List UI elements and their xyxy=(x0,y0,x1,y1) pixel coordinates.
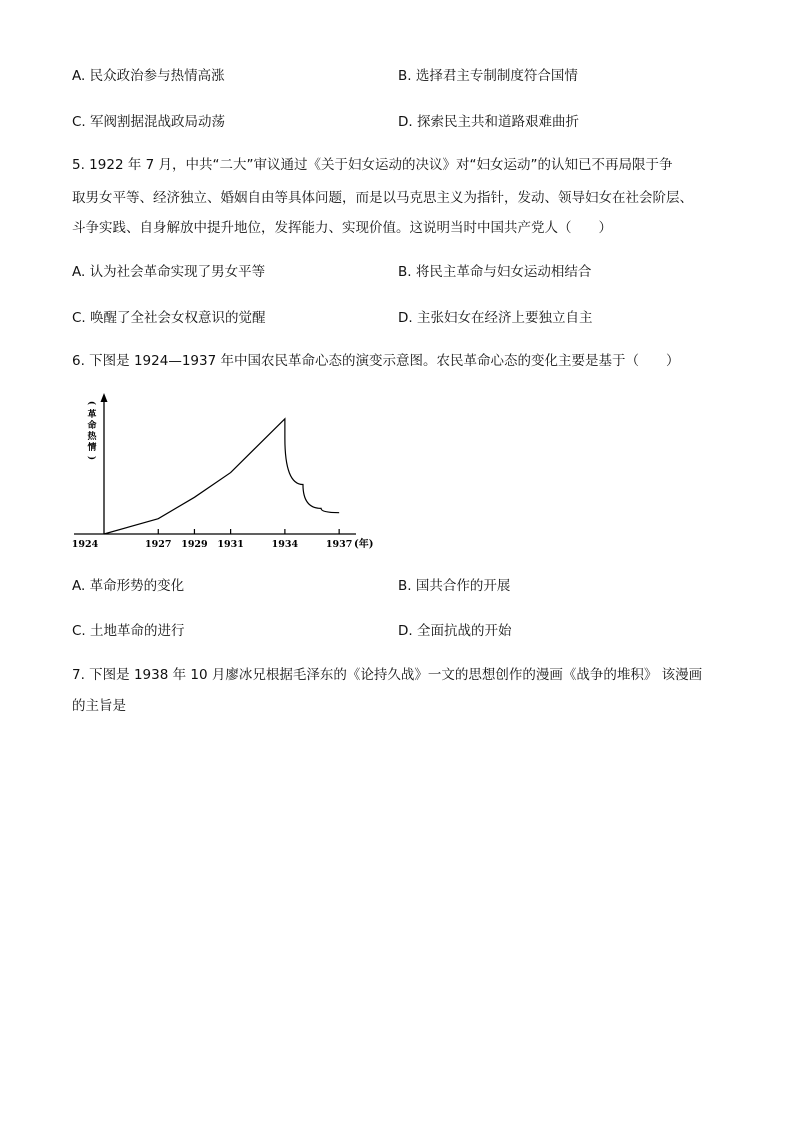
q6-stem: 6. 下图是 1924—1937 年中国农民革命心态的演变示意图。农民革命心态的变化主要是基于（ ） xyxy=(72,353,680,369)
q5-stem-line-1: 5. 1922 年 7 月，中共“二大”审议通过《关于妇女运动的决议》对“妇女运动”的认知已不再局限于争 xyxy=(72,157,673,173)
y-axis-label-char: ( xyxy=(86,400,96,406)
q4-option-c: C. 军阀割据混战政局动荡 xyxy=(72,114,226,130)
q4-option-d: D. 探索民主共和道路艰难曲折 xyxy=(398,114,579,130)
q5-option-c: C. 唤醒了全社会女权意识的觉醒 xyxy=(72,310,266,326)
q6-option-a: A. 革命形势的变化 xyxy=(72,578,185,594)
q6-option-d: D. 全面抗战的开始 xyxy=(398,623,512,639)
q4-option-a: A. 民众政治参与热情高涨 xyxy=(72,68,225,84)
q6-option-b: B. 国共合作的开展 xyxy=(398,578,511,594)
q4-option-b: B. 选择君主专制制度符合国情 xyxy=(398,68,578,84)
q5-option-d: D. 主张妇女在经济上要独立自主 xyxy=(398,310,593,326)
q7-stem-line-1: 7. 下图是 1938 年 10 月廖冰兄根据毛泽东的《论持久战》一文的思想创作的漫画《战争的堆积》 该漫画 xyxy=(72,667,703,683)
y-axis-label-char: 命 xyxy=(87,421,97,431)
x-tick-label: 1937 xyxy=(325,539,353,550)
q5-stem-line-2: 取男女平等、经济独立、婚姻自由等具体问题，而是以马克思主义为指针，发动、领导妇女在社会阶层、 xyxy=(72,190,693,206)
q5-stem-line-3: 斗争实践、自身解放中提升地位，发挥能力、实现价值。这说明当时中国共产党人（ ） xyxy=(72,220,612,236)
y-axis-label-char: 情 xyxy=(87,443,97,453)
x-tick-label: 1927 xyxy=(145,539,172,550)
q6-option-c: C. 土地革命的进行 xyxy=(72,623,185,639)
y-axis-label xyxy=(86,401,97,460)
y-axis-label-char: 革 xyxy=(87,410,97,420)
x-tick-label: 1924 xyxy=(71,539,99,550)
x-tick-label: 1929 xyxy=(181,539,208,550)
x-tick-label: 1934 xyxy=(271,539,299,550)
q7-stem-line-2: 的主旨是 xyxy=(72,698,126,714)
series-line xyxy=(104,419,339,534)
y-axis-label-char: 热 xyxy=(87,432,97,442)
y-axis-label-char: ) xyxy=(86,455,96,461)
y-axis-arrow xyxy=(101,393,108,402)
q5-option-a: A. 认为社会革命实现了男女平等 xyxy=(72,264,266,280)
x-tick-label: 1931 xyxy=(217,539,244,550)
q5-option-b: B. 将民主革命与妇女运动相结合 xyxy=(398,264,592,280)
peasant-revolution-chart xyxy=(66,388,386,558)
x-axis-label: (年) xyxy=(354,539,374,550)
